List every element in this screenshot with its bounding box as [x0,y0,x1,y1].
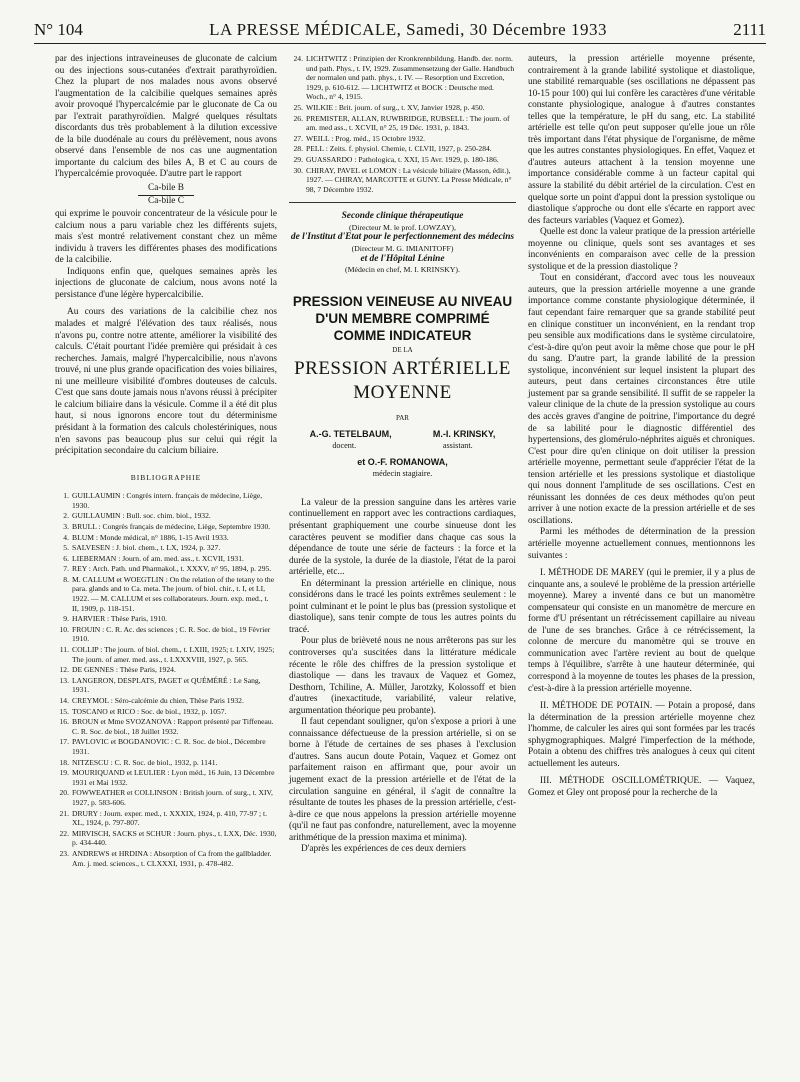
ratio-denominator: Ca-bile C [148,195,184,206]
entry-number: 18. [59,757,69,767]
entry-text: WEILL : Prog. méd., 15 Octobre 1932. [306,133,426,143]
entry-text: SALVESEN : J. biol. chem., t. LX, 1924, p. 327. [72,543,221,553]
bibliography-entry [55,707,277,717]
entry-number: 15. [59,706,69,716]
bibliography-entry [55,625,277,644]
entry-number: 13. [59,675,69,685]
bibliography-list-continued [289,54,516,194]
bibliography-entry [55,829,277,848]
paragraph: En déterminant la pression artérielle en clinique, nous considérons dans le tracé les points extrêmes seulement : le point culminant et le point le plus bas (pression systolique et diastolique), sans tenir compte de tous les autres points du tracé. [289,578,516,635]
entry-number: 30. [293,165,303,175]
entry-text: BROUN et Mme SVOZANOVA : Rapport présenté par Tiffeneau. C. R. Soc. de biol., 18 Juillet 1932. [72,717,274,736]
paragraph: Parmi les méthodes de détermination de la pression artérielle moyenne actuellement connues, mentionnons les suivantes : [528,527,755,561]
entry-text: ANDREWS et HRDINA : Absorption of Ca from the gallbladder. Am. j. med. sciences., t. CLXXXI, 1931, p. 478-482. [72,848,272,868]
paragraph: Indiquons enfin que, quelques semaines après les injections de gluconate de calcium, nous avons noté la persistance d'une légère hypercalcibilie. [55,266,277,300]
entry-text: PAVLOVIC et BOGDANOVIC : C. R. Soc. de biol., Décembre 1931. [72,737,266,756]
entry-number: 17. [59,737,69,747]
entry-text: HARVIER : Thèse Paris, 1910. [72,614,168,624]
journal-title: LA PRESSE MÉDICALE, Samedi, 30 Décembre 1933 [209,20,607,39]
entry-text: PREMISTER, ALLAN, RUWBRIDGE, RUBSELL : The journ. of am. med ass., t. XCVII, n° 25, 19 Déc. 1931, p. 1843. [306,113,510,133]
entry-number: 5. [63,543,69,553]
entry-text: GUILLAUMIN : Bull. soc. chim. biol., 1932. [72,511,211,521]
entry-number: 22. [59,828,69,838]
column-right [528,54,755,799]
bibliography-entry [55,717,277,736]
entry-number: 6. [63,553,69,563]
paragraph: Au cours des variations de la calcibilie chez nos malades et malgré l'élévation des taux réalisés, nous n'avons pu, contre notre attente, améliorer la visibilité des calculs. C'était pourtant l'idée première qui présidait à ces recherches. Jamais, malgré l'hypercalcibilie, nous n'avons trouvé, ni une plus grande opacification des voies biliaires, ni une meilleure visibilité d'ombres douteuses de calculs. C'est que sans doute jamais nous n'avons réussi à précipiter le calcium biliaire dans la vésicule. Comme il a été dit plus haut, si nous ignorons encore tout du déterminisme présidant à la formation des calculs cholestériniques, nous n'en savons pas beaucoup plus sur celui qui régit la précipitation secondaire du calcium biliaire. [55,307,277,457]
clinic-name: Seconde clinique thérapeutique [341,211,464,222]
page-number: 2111 [733,20,766,39]
bibliography-entry [289,144,516,154]
divider [289,202,516,203]
author-name: A.-G. TETELBAUM, [309,428,392,439]
bibliography-entry [289,134,516,144]
entry-text: CREYMOL : Séro-calcémie du chien, Thèse Paris 1932. [72,696,244,706]
bibliography-entry [55,564,277,574]
institute-director: (Directeur M. G. IMIANITOFF) [351,244,454,253]
entry-text: MOURIQUAND et LEULIER : Lyon méd., 16 Juin, 13 Décembre 1931 et Mai 1932. [72,768,275,787]
paragraph: auteurs, la pression artérielle moyenne présente, contrairement à la grande labilité systolique et diastolique, une stabilité remarquable (ses oscillations ne dépassent pas 10-15 pour 100) qui lui confère les caractères d'une véritable constante physiologique, analogue à d'autres constantes telles que la température, le pH du sang, etc. La stabilité artérielle est telle qu'on peut supposer qu'elle joue un rôle très important dans l'état physique de l'organisme, de même que les autres constantes physiologiques. En effet, Vaquez et d'autres auteurs attachent à la tension moyenne une importance considérable comme à un facteur capital qui assure la stabilité du débit artériel de la circulation. C'est en quelque sorte un point d'appui dont la pression systolique ou diastolique s'approche ou dont elle s'écarte en rapport avec des facteurs variables (Vaquez et Gomez). [528,54,755,226]
author-name: M.-I. KRINSKY, [432,428,496,439]
author-role: assistant. [442,441,473,451]
entry-text: DE GENNES : Thèse Paris, 1924. [72,665,176,675]
entry-text: NITZESCU : C. R. Soc. de biol., 1932, p. 1141. [72,757,218,767]
bibliography-entry [55,554,277,564]
entry-number: 7. [63,564,69,574]
entry-text: REY : Arch. Path. und Pharmakol., t. XXXV, n° 95, 1894, p. 295. [72,564,272,574]
paragraph: Quelle est donc la valeur pratique de la pression artérielle moyenne ou clinique, quels sont ses avantages et ses inconvénients en comparaison avec celle de la pression systolique et de la pression diastolique ? [528,227,755,272]
ratio-numerator: Ca-bile B [138,183,194,196]
author-name: et O.-F. ROMANOWA, [357,456,448,467]
bibliography-entry [289,114,516,133]
bibliography-entry [289,166,516,195]
author-roles [289,440,516,452]
clinic-director: (Directeur M. le prof. LOWZAY), [349,222,456,232]
bibliography-entry [55,575,277,613]
paragraph: par des injections intraveineuses de gluconate de calcium ou des injections sous-cutanées d'extrait parathyroïdien. Chez la plupart de nos malades nous avons observé l'augmentation de la calcibilie quelques semaines après avoir provoqué l'hypercalcémie par le gluconate de Ca ou par l'extrait parathyroïdien. Malgré quelques résultats discordants dus très probablement à la dilution excessive de la bile duodénale au cours du prélèvement, nous avons observé dans l'ensemble de nos cas une augmentation importante du calcium des biles A, B et C au cours de l'hypercalcémie provoquée. D'autre part le rapport [55,54,277,180]
entry-number: 1. [63,491,69,501]
title-line: MOYENNE [353,382,452,404]
running-header [34,12,766,44]
author-role: médecin stagiaire. [372,469,433,479]
entry-text: MIRVISCH, SACKS et SCHUR : Journ. phys., t. LXX, Déc. 1930, p. 434-440. [72,828,277,848]
entry-number: 19. [59,768,69,778]
hospital-name: et de l'Hôpital Lénine [360,253,445,264]
paragraph: Pour plus de brièveté nous ne nous arrêterons pas sur les controverses qu'a suscitées dans la littérature médicale récente le rôle des chiffres de la pression systolique et diastolique — dans les travaux de Vaquez et Gomez, Desthorn, Tchiline, A. Müller, Jarotzky, Kolossoff et bien d'autres (inexactitude, variabilité, valeur relative, argumentation théorique peu probante). [289,636,516,716]
column-middle [289,54,516,856]
title-line: PRESSION ARTÉRIELLE [294,358,511,380]
bibliography-entry [289,103,516,113]
entry-number: 25. [293,102,303,112]
entry-number: 28. [293,144,303,154]
issue-number: N° 104 [34,20,83,39]
entry-number: 16. [59,717,69,727]
bibliography-entry [289,54,516,102]
bibliography-entry [55,676,277,695]
bibliography-entry [55,533,277,543]
article-title-main [289,357,516,405]
author-role: docent. [332,441,357,451]
entry-text: BLUM : Monde médical, n° 1886, 1-15 Avril 1933. [72,532,229,542]
bibliography-entry [55,614,277,624]
bibliography-entry [55,809,277,828]
paragraph: qui exprime le pouvoir concentrateur de la vésicule pour le calcium nous a paru variable chez les différents sujets, mais s'est montré relativement constant chez un même individu à travers les différentes phases des modifications de la calcibilie. [55,209,277,266]
bibliography-entry [55,849,277,868]
entry-text: GUILLAUMIN : Congrès intern. français de médecine, Liège, 1930. [72,491,263,510]
entry-text: FOWWEATHER et COLLINSON : British journ. of surg., t. XIV, 1927, p. 583-606. [72,788,273,807]
entry-number: 14. [59,696,69,706]
entry-number: 21. [59,808,69,818]
entry-text: COLLIP : The journ. of biol. chem., t. LXIII, 1925; t. LXIV, 1925; The journ. of amer. med. ass., t. LXXXVIII, 1927, p. 565. [72,645,275,664]
entry-text: WILKIE : Brit. journ. of surg., t. XV, Janvier 1928, p. 450. [306,102,485,112]
entry-number: 4. [63,532,69,542]
bibliography-entry [55,768,277,787]
entry-number: 9. [63,614,69,624]
bibliography-entry [289,155,516,165]
bibliography-entry [55,737,277,756]
paragraph: Tout en considérant, d'accord avec tous les nouveaux auteurs, que la pression artérielle moyenne a une grande importance comme constante physiologique déterminée, il faut cependant faire remarquer que sa grande stabilité peut en clinique constituer un inconvénient, en la rendant trop peu sensible aux modifications dans le système circulatoire, c'est-à-dire qu'on peut avoir la même chose que pour le pH du sang. D'autre part, la grande labilité de la pression systolique, inconvénient sur lequel insistent la plupart des auteurs, peut dans certaines circonstances être utile justement par sa grande sensibilité. Il suffit de se rappeler la valeur clinique de la chute de la pression systolique au cours des accès graves d'angine de poitrine, l'importance du degré de sa labilité pour le diagnostic différentiel des hypertensions, des glomérulo-néphrites aiguës et chroniques. C'est pour dire qu'en clinique on doit utiliser la pression artérielle moyenne, permettant seule d'apprécier l'état de la tension artérielle et les pressions systolique et diastolique qui nous donnent l'amplitude de ses oscillations. C'est en réunissant les données de ces deux méthodes qu'on peut arriver à une notion exacte de la pression artérielle et de ses oscillations. [528,273,755,526]
title-line: D'UN MEMBRE COMPRIMÉ [315,310,490,326]
entry-number: 2. [63,511,69,521]
entry-text: LANGERON, DESPLATS, PAGET et QUÉMÉRÉ : Le Sang, 1931. [72,675,261,695]
entry-text: LIEBERMAN : Journ. of am. med. ass., t. XCVII, 1931. [72,553,244,563]
paragraph: III. MÉTHODE OSCILLOMÉTRIQUE. — Vaquez, Gomez et Gley ont proposé pour la recherche de la [528,776,755,798]
paragraph: II. MÉTHODE DE POTAIN. — Potain a proposé, dans la détermination de la pression artérielle moyenne chez l'homme, de calculer les aires qui sont formées par les tracés sphygmographiques. Malgré l'imperfection de la méthode, Potain a obtenu des chiffres très analogues à ceux qui citent actuellement les auteurs. [528,701,755,769]
entry-text: PELL : Zeits. f. physiol. Chemie, t. CLVII, 1927, p. 250-284. [306,144,492,154]
entry-number: 12. [59,665,69,675]
bibliography-entry [55,491,277,510]
paragraph: Il faut cependant souligner, qu'on s'expose a priori à une connaissance défectueuse de la pression artérielle, si on se borne à l'étude de certaines de ses phases à l'exclusion d'autres. Sans aucun doute Potain, Vaquez et Gomez ont parfaitement raison en affirmant que, pour avoir un jugement exact de la pression artérielle et de l'état de la circulation sanguine en général, il s'agit de connaître la résultante de toutes les phases de la pression artérielle, c'est-à-dire ce que nous appelons la pression artérielle moyenne (qu'il ne faut pas confondre, naturellement, avec la moyenne arithmétique de la pression maxima et minima). [289,717,516,843]
byline-par: PAR [396,414,409,423]
entry-number: 26. [293,113,303,123]
bibliography-heading: BIBLIOGRAPHIE [130,472,202,482]
title-line: PRESSION VEINEUSE AU NIVEAU [292,293,513,309]
entry-number: 3. [63,521,69,531]
entry-text: BRULL : Congrès français de médecine, Liège, Septembre 1930. [72,521,271,531]
entry-text: CHIRAY, PAVEL et LOMON : La vésicule biliaire (Masson, édit.), 1927. — CHIRAY, MARCOTTE et GUNY. La Presse Médicale, n° 98, 7 Décembre 1932. [306,165,512,194]
paragraph: D'après les expériences de ces deux derniers [301,844,466,855]
paragraph: La valeur de la pression sanguine dans les artères varie continuellement en rapport avec les contractions cardiaques, présentant graphiquement une courbe sinueuse dont les caractères peuvent se modifier dans chaque cas sous la dépendance de toute une série de facteurs : la force et la durée de la systole, la durée de la diastole, l'état de la paroi artérielle, etc... [289,497,516,578]
entry-text: M. CALLUM et WOEGTLIN : On the relation of the tetany to the para. glands and to Ca. meta. The journ. of biol. chir., t. I, et LI, 1922. — M. CALLUM et ses collaborateurs. Journ. exp. med., t. II, 1909, p. 118-151. [72,574,275,613]
entry-text: LICHTWITZ : Prinzipien der Kronkrennbildung. Handb. der. norm. und path. Phys., t. IV, 1929. Zusammensetzung der Galle. Handbuch der normalen und path. phys., t. IV. — Resorption und Excretion, 1929, p. 610-612. — LICHTWITZ et BOCK : Deutsche med. Woch., n° 4, 1915. [306,54,515,102]
entry-number: 29. [293,154,303,164]
title-connector: DE LA [392,345,413,354]
entry-text: FROUIN : C. R. Ac. des sciences ; C. R. Soc. de biol., 19 Février 1910. [72,624,271,644]
bibliography-entry [55,522,277,532]
bibliography-entry [55,696,277,706]
paragraph: I. MÉTHODE DE MAREY (qui le premier, il y a plus de cinquante ans, a soulevé le problème de la pression artérielle moyenne). Marey a inventé dans ce but un manomètre compensateur qui consiste en un manomètre de mercure en forme d'U présentant un rétrécissement capillaire au niveau de l'une de ses branches. Grâce à ce rétrécissement, la colonne de mercure du manomètre qui se trouve en communication avec l'artère revient au bout de quelque temps à l'équilibre, s'arrête à une hauteur déterminée, qui correspond à la moyenne de toutes les phases de la pression, c'est-à-dire à la pression artérielle moyenne. [528,568,755,694]
entry-number: 8. [63,574,69,584]
bibliography-entry [55,543,277,553]
column-left [55,54,277,869]
entry-number: 11. [59,645,69,655]
hospital-director: (Médecin en chef, M. I. KRINSKY). [345,265,460,275]
entry-number: 27. [293,133,303,143]
bibliography-entry [55,665,277,675]
entry-number: 20. [59,788,69,798]
ratio-formula [55,183,277,207]
entry-text: GUASSARDO : Pathologica, t. XXI, 15 Avr. 1929, p. 180-186. [306,154,499,164]
title-line: COMME INDICATEUR [333,327,472,343]
institute-name: de l'Institut d'Etat pour le perfectionnement des médecins [290,232,515,243]
authors [289,429,516,441]
entry-number: 23. [59,848,69,858]
bibliography-entry [55,645,277,664]
entry-text: DRURY : Journ. exper. med., t. XXXIX, 1924, p. 410, 77-97 ; t. XL, 1924, p. 797-807. [72,808,268,828]
entry-number: 24. [293,54,303,63]
entry-number: 10. [59,624,69,634]
entry-text: TOSCANO et RICO : Soc. de biol., 1932, p. 1057. [72,706,227,716]
bibliography-entry [55,788,277,807]
bibliography-entry [55,511,277,521]
bibliography-list [55,491,277,868]
bibliography-entry [55,758,277,768]
article-title [289,293,516,344]
